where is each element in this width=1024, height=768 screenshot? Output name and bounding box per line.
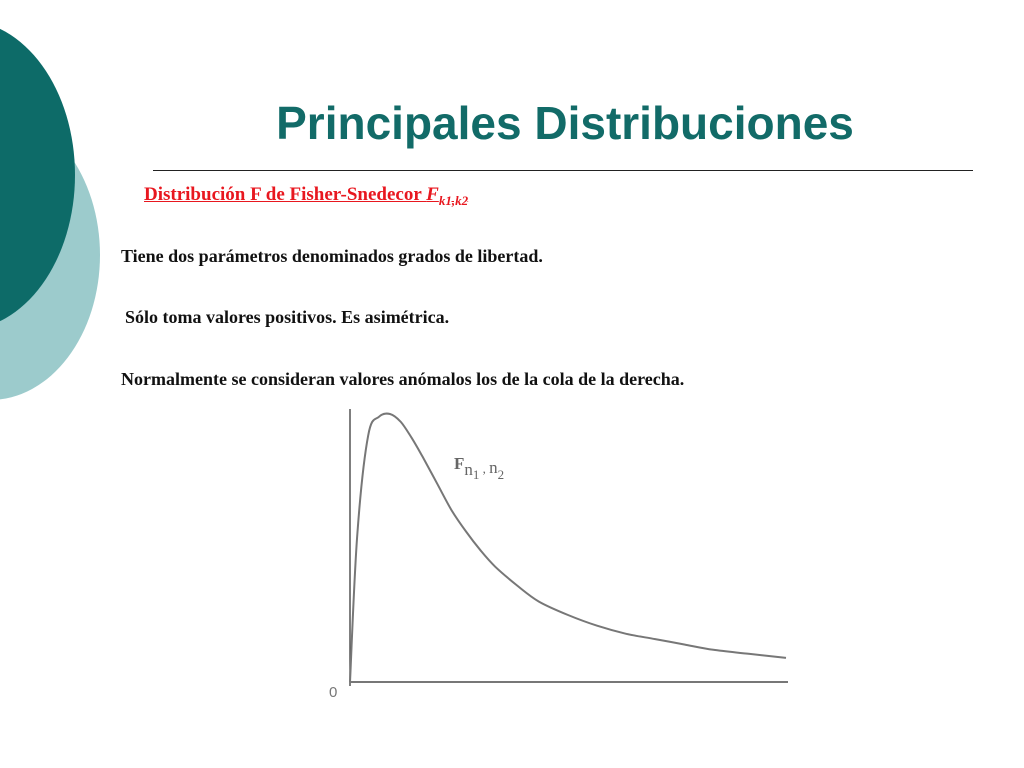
- subtitle-text: Distribución F de Fisher-Snedecor: [144, 184, 427, 205]
- title-divider: [153, 170, 973, 171]
- density-curve: [350, 414, 786, 683]
- curve-label-main: F: [454, 454, 465, 473]
- paragraph-parameters: Tiene dos parámetros denominados grados de libertad.: [121, 246, 543, 266]
- paragraph-positive-values: Sólo toma valores positivos. Es asimétrica.: [125, 307, 450, 327]
- f-distribution-chart: [320, 404, 790, 704]
- subtitle-subscript: k1,k2: [438, 192, 469, 208]
- curve-label: [454, 454, 504, 482]
- paragraph-anomalous-values: Normalmente se consideran valores anómalos los de la cola de la derecha.: [121, 369, 685, 389]
- curve-label-separator: ,: [479, 461, 490, 476]
- subtitle-symbol: F: [426, 184, 439, 205]
- curve-label-sub1: n: [464, 460, 473, 479]
- slide-title: Principales Distribuciones: [276, 97, 854, 149]
- curve-label-sub2-index: 2: [497, 467, 505, 482]
- curve-label-sub1-index: 1: [472, 467, 480, 482]
- x-tick-label: 0: [329, 684, 338, 701]
- slide-subtitle: [144, 184, 468, 209]
- curve-label-sub2: n: [489, 458, 498, 477]
